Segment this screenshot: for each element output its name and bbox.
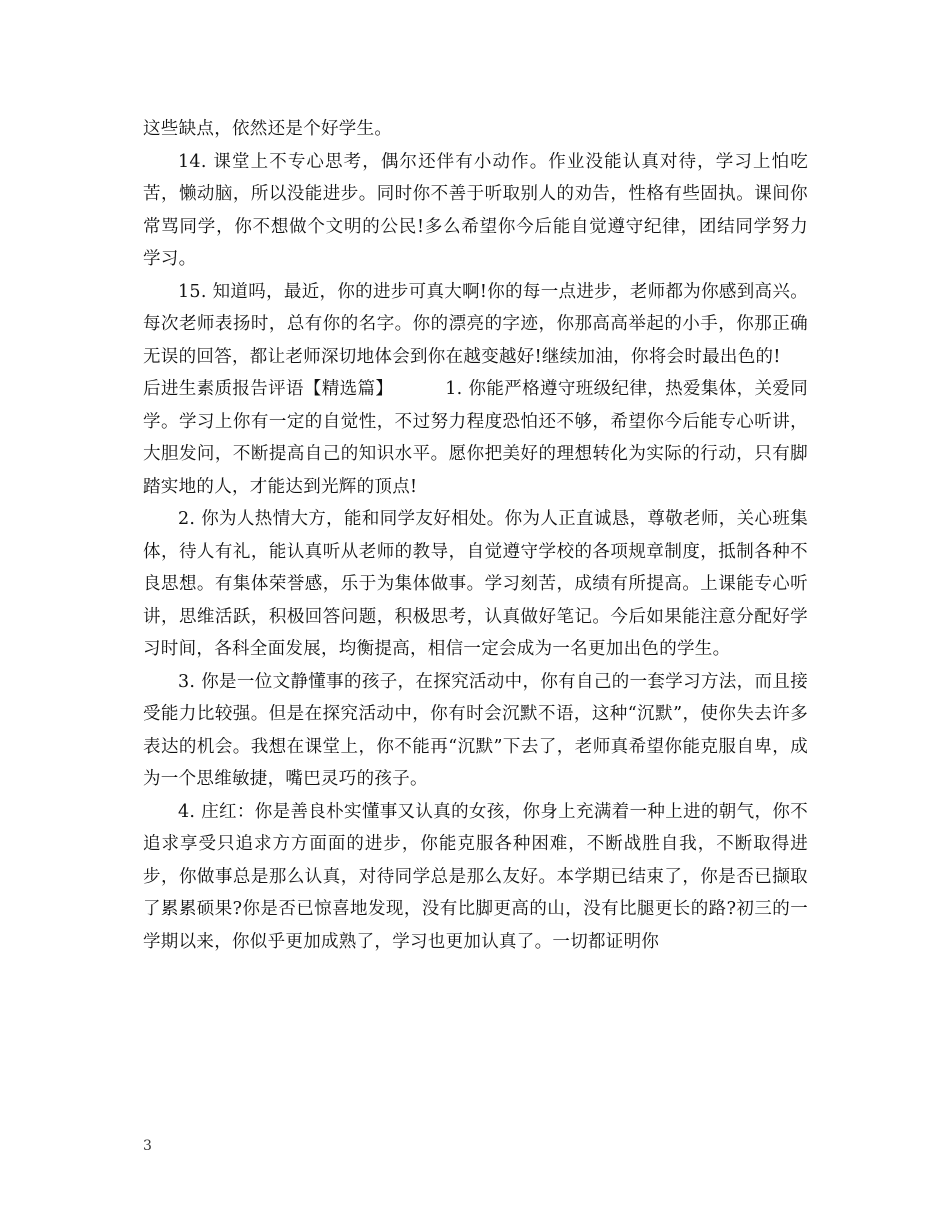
section-paragraph — [143, 373, 808, 503]
document-body — [143, 113, 808, 958]
paragraph-item-14: 14. 课堂上不专心思考，偶尔还伴有小动作。作业没能认真对待，学习上怕吃苦，懒动脑，所以没能进步。同时你不善于听取别人的劝告，性格有些固执。课间你常骂同学，你不想做个文明的公民!多么希望你今后能自觉遵守纪律，团结同学努力学习。 — [143, 151, 808, 269]
paragraph-item-4: 4. 庄红：你是善良朴实懂事又认真的女孩，你身上充满着一种上进的朝气，你不追求享受只追求方方面面的进步，你能克服各种困难，不断战胜自我，不断取得进步，你做事总是那么认真，对待同学总是那么友好。本学期已结束了，你是否已撷取了累累硕果?你是否已惊喜地发现，没有比脚更高的山，没有比腿更长的路?初三的一学期以来，你似乎更加成熟了，学习也更加认真了。一切都证明你 — [143, 801, 808, 952]
paragraph-item-3: 3. 你是一位文静懂事的孩子，在探究活动中，你有自己的一套学习方法，而且接受能力比较强。但是在探究活动中，你有时会沉默不语，这种“沉默”，使你失去许多表达的机会。我想在课堂上，你不能再“沉默”下去了，老师真希望你能克服自卑，成为一个思维敏捷，嘴巴灵巧的孩子。 — [143, 671, 808, 789]
page-number: 3 — [143, 1138, 152, 1154]
paragraph-item-2: 2. 你为人热情大方，能和同学友好相处。你为人正直诚恳，尊敬老师，关心班集体，待人有礼，能认真听从老师的教导，自觉遵守学校的各项规章制度，抵制各种不良思想。有集体荣誉感，乐于为集体做事。学习刻苦，成绩有所提高。上课能专心听讲，思维活跃，积极回答问题，积极思考，认真做好笔记。今后如果能注意分配好学习时间，各科全面发展，均衡提高，相信一定会成为一名更加出色的学生。 — [143, 509, 808, 659]
paragraph-item-15: 15. 知道吗，最近，你的进步可真大啊!你的每一点进步，老师都为你感到高兴。每次老师表扬时，总有你的名字。你的漂亮的字迹，你那高高举起的小手，你那正确无误的回答，都让老师深切地体会到你在越变越好!继续加油，你将会时最出色的! — [143, 281, 808, 367]
paragraph-item-1: 1. 你能严格遵守班级纪律，热爱集体，关爱同学。学习上你有一定的自觉性，不过努力程度恐怕还不够，希望你今后能专心听讲，大胆发问，不断提高自己的知识水平。愿你把美好的理想转化为实际的行动，只有脚踏实地的人，才能达到光辉的顶点! — [143, 379, 808, 497]
section-heading: 后进生素质报告评语【精选篇】 — [143, 379, 394, 399]
paragraph-continuation: 这些缺点，依然还是个好学生。 — [143, 119, 393, 139]
